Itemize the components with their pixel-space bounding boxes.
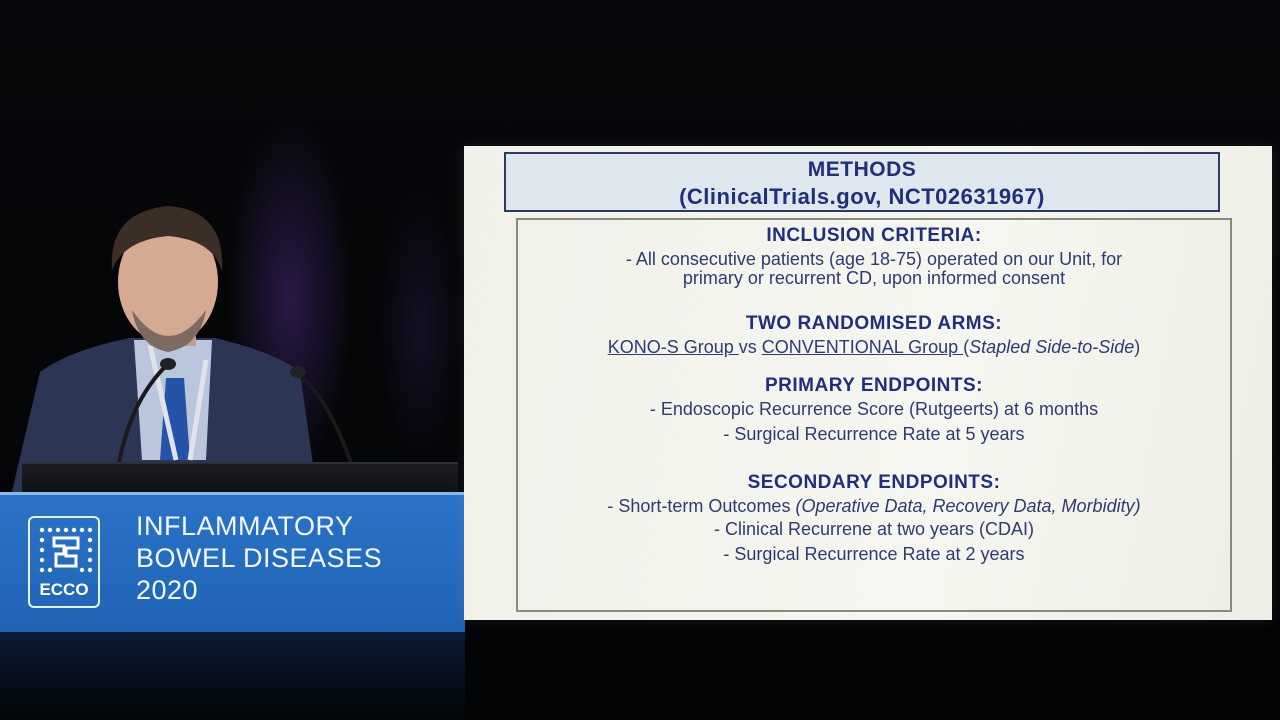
secondary-endpoints-heading: SECONDARY ENDPOINTS: (747, 472, 1001, 493)
kono-s-group-label: KONO-S Group (607, 337, 739, 357)
inclusion-criteria-line-2: primary or recurrent CD, upon informed consent (682, 268, 1066, 288)
arms-paren-open: ( (963, 337, 970, 357)
secondary-endpoint-1-text: - Short-term Outcomes (607, 496, 796, 516)
podium-base (0, 632, 465, 720)
secondary-endpoint-3: - Surgical Recurrence Rate at 2 years (723, 544, 1025, 564)
secondary-endpoint-1 (518, 495, 1230, 518)
projected-slide (464, 146, 1272, 620)
slide-header (504, 152, 1220, 212)
primary-endpoint-2: - Surgical Recurrence Rate at 5 years (723, 424, 1025, 444)
inclusion-criteria-heading: INCLUSION CRITERIA: (766, 225, 982, 246)
conventional-group-label: CONVENTIONAL Group (761, 337, 964, 357)
ecco-logo-mark-icon (36, 524, 94, 576)
slide-subtitle: (ClinicalTrials.gov, NCT02631967) (679, 184, 1045, 209)
event-title (136, 510, 456, 606)
event-title-line-1: INFLAMMATORY (136, 511, 354, 541)
inclusion-criteria-line-1: - All consecutive patients (age 18-75) operated on our Unit, for (625, 249, 1123, 269)
event-title-line-2: BOWEL DISEASES (136, 543, 383, 573)
primary-endpoints-heading: PRIMARY ENDPOINTS: (764, 375, 984, 396)
slide-content-box (516, 218, 1232, 612)
randomised-arms-heading: TWO RANDOMISED ARMS: (745, 313, 1003, 334)
secondary-endpoint-1-detail: (Operative Data, Recovery Data, Morbidity) (795, 496, 1141, 516)
arms-paren-close: ) (1134, 337, 1141, 357)
arms-vs-label: vs (738, 337, 762, 357)
randomised-arms-line (518, 336, 1230, 359)
primary-endpoint-1: - Endoscopic Recurrence Score (Rutgeerts) at 6 months (649, 399, 1099, 419)
ecco-logo (28, 516, 100, 608)
stapled-side-to-side-label: Stapled Side-to-Side (969, 337, 1135, 357)
slide-title: METHODS (807, 158, 917, 181)
ecco-logo-text: ECCO (39, 580, 89, 599)
event-title-line-3: 2020 (136, 575, 199, 605)
secondary-endpoint-2: - Clinical Recurrene at two years (CDAI) (713, 519, 1035, 539)
